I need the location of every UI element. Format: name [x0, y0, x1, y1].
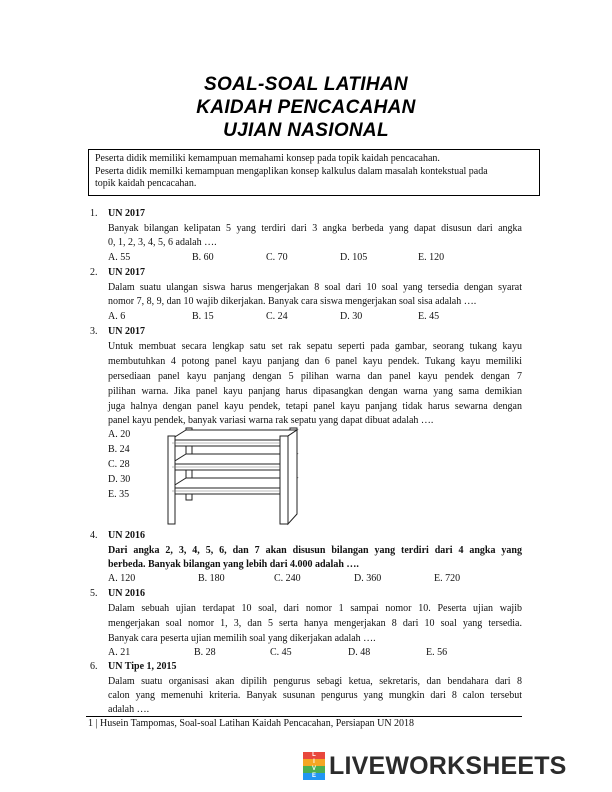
- logo-letter: V: [303, 766, 325, 773]
- option-d[interactable]: D. 105: [340, 252, 368, 263]
- option-c[interactable]: C. 24: [266, 311, 288, 322]
- option-d[interactable]: D. 30: [108, 474, 131, 485]
- question-text-line: 0, 1, 2, 3, 4, 5, 6 adalah ….: [108, 237, 217, 248]
- question-text-line: calon yang memenuhi kriteria. Banyak susunan pengurus yang mungkin dari 8 calon tersebut: [108, 690, 522, 701]
- question-text-line: Dalam sebuah ujian terdapat 10 soal, dari nomor 1 sampai nomor 10. Peserta ujian wajib: [108, 603, 522, 614]
- option-c[interactable]: C. 240: [274, 573, 301, 584]
- question-text-line: juga halnya dengan panel kayu pendek, tetapi panel kayu panjang tidak harus sewarna dengan: [108, 401, 522, 412]
- option-e[interactable]: E. 120: [418, 252, 445, 263]
- option-c[interactable]: C. 45: [270, 647, 292, 658]
- liveworksheets-logo-icon: [303, 752, 325, 780]
- option-d[interactable]: D. 48: [348, 647, 371, 658]
- question-source: UN Tipe 1, 2015: [108, 661, 177, 672]
- question-number: 5.: [90, 588, 98, 599]
- option-e[interactable]: E. 45: [418, 311, 440, 322]
- question-text-line: Untuk membuat secara lengkap satu set rak sepatu seperti pada gambar, seorang tukang kayu: [108, 341, 522, 352]
- logo-letter: L: [303, 752, 325, 759]
- question-number: 1.: [90, 208, 98, 219]
- option-a[interactable]: A. 120: [108, 573, 136, 584]
- option-e[interactable]: E. 720: [434, 573, 461, 584]
- question-text-line: adalah ….: [108, 704, 150, 715]
- question-text-line: Banyak cara peserta ujian memilih soal yang dikerjakan adalah ….: [108, 633, 376, 644]
- page-footer: 1 | Husein Tampomas, Soal-soal Latihan Kaidah Pencacahan, Persiapan UN 2018: [88, 718, 415, 729]
- question-number: 6.: [90, 661, 98, 672]
- title-line-1: SOAL-SOAL LATIHAN: [204, 74, 408, 95]
- option-b[interactable]: B. 180: [198, 573, 225, 584]
- logo-letter: I: [303, 759, 325, 766]
- question-text-line: mengerjakan soal nomor 1, 3, dan 5 serta hanya mengerjakan 8 dari 10 soal yang tersedia.: [108, 618, 522, 629]
- option-a[interactable]: A. 20: [108, 429, 131, 440]
- option-e[interactable]: E. 56: [426, 647, 448, 658]
- shoe-rack-illustration: [164, 424, 304, 526]
- question-text-line: panel kayu pendek, banyak variasi warna rak sepatu yang dapat dibuat adalah ….: [108, 415, 434, 426]
- competency-line: Peserta didik memiliki kemampuan memahami konsep pada topik kaidah pencacahan.: [95, 153, 440, 164]
- logo-letter: E: [303, 773, 325, 780]
- footer-divider: [86, 716, 522, 717]
- liveworksheets-brand: [303, 751, 567, 781]
- question-number: 4.: [90, 530, 98, 541]
- question-text-line: Dalam suatu ulangan siswa harus mengerjakan 8 soal dari 10 soal yang tersedia dengan syarat: [108, 282, 522, 293]
- question-text-line: nomor 7, 8, 9, dan 10 wajib dikerjakan. Banyak cara siswa mengerjakan soal sisa adalah ….: [108, 296, 477, 307]
- question-text-line: persediaan panel kayu panjang dengan 5 pilihan warna dan panel kayu pendek dengan 7: [108, 371, 522, 382]
- option-c[interactable]: C. 28: [108, 459, 130, 470]
- option-b[interactable]: B. 28: [194, 647, 216, 658]
- option-a[interactable]: A. 21: [108, 647, 131, 658]
- option-b[interactable]: B. 24: [108, 444, 130, 455]
- question-text-line: membutuhkan 4 potong panel kayu panjang dan 6 panel kayu pendek. Tukang kayu memiliki: [108, 356, 522, 367]
- question-source: UN 2017: [108, 267, 145, 278]
- option-d[interactable]: D. 30: [340, 311, 363, 322]
- question-text-line: Dalam suatu organisasi akan dipilih pengurus sebagi ketua, sekretaris, dan bendahara dari 8: [108, 676, 522, 687]
- option-b[interactable]: B. 15: [192, 311, 214, 322]
- competency-line: Peserta didik memilki kemampuan mengaplikan konsep kalkulus dalam masalah kontekstual pada: [95, 165, 488, 177]
- question-text-line: Banyak bilangan kelipatan 5 yang terdiri dari 3 angka berbeda yang dapat disusun dari angka: [108, 223, 522, 234]
- option-c[interactable]: C. 70: [266, 252, 288, 263]
- liveworksheets-wordmark: LIVEWORKSHEETS: [329, 751, 567, 780]
- question-text-line: Dari angka 2, 3, 4, 5, 6, dan 7 akan disusun bilangan yang terdiri dari 4 angka yang: [108, 545, 522, 556]
- competency-box: [88, 149, 540, 196]
- title-line-2: KAIDAH PENCACAHAN: [196, 97, 416, 118]
- option-a[interactable]: A. 6: [108, 311, 126, 322]
- question-number: 3.: [90, 326, 98, 337]
- question-source: UN 2017: [108, 208, 145, 219]
- option-d[interactable]: D. 360: [354, 573, 382, 584]
- question-source: UN 2017: [108, 326, 145, 337]
- option-b[interactable]: B. 60: [192, 252, 214, 263]
- question-text-line: berbeda. Banyak bilangan yang lebih dari 4.000 adalah ….: [108, 559, 359, 570]
- question-source: UN 2016: [108, 588, 145, 599]
- option-a[interactable]: A. 55: [108, 252, 131, 263]
- question-source: UN 2016: [108, 530, 145, 541]
- title-line-3: UJIAN NASIONAL: [223, 120, 389, 141]
- question-number: 2.: [90, 267, 98, 278]
- question-text-line: pilihan warna. Jika panel kayu panjang harus dipasangkan dengan warna yang sama demikian: [108, 386, 522, 397]
- competency-line: topik kaidah pencacahan.: [95, 178, 197, 189]
- option-e[interactable]: E. 35: [108, 489, 130, 500]
